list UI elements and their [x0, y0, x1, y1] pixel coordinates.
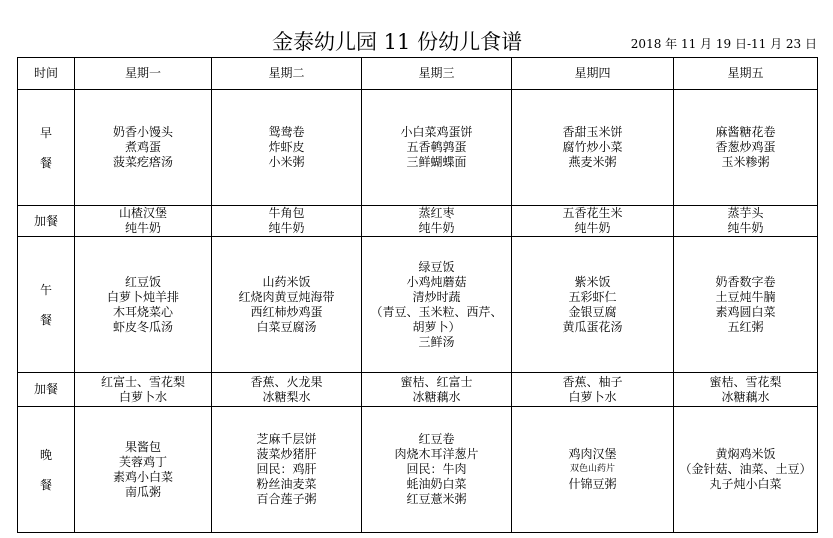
- header-wednesday: 星期三: [362, 58, 512, 90]
- dish-item: 白菜豆腐汤: [256, 319, 317, 334]
- menu-cell: [512, 90, 674, 206]
- dish-item: 果酱包: [124, 439, 161, 454]
- menu-cell: [75, 206, 212, 237]
- dish-item: 红豆卷: [418, 432, 455, 446]
- dish-item: 红富士、雪花梨: [100, 374, 185, 389]
- dish-item: 五香鹌鹑蛋: [406, 140, 467, 154]
- dish-item: 牛角包: [268, 206, 305, 220]
- meal-label-text: 餐: [39, 477, 52, 492]
- meal-label-morning-snack: [18, 206, 75, 237]
- dish-item: 小米粥: [268, 155, 305, 169]
- dish-item: 纯牛奶: [727, 221, 764, 235]
- dish-item: 木耳烧菜心: [112, 304, 173, 319]
- dish-item: 粉丝油麦菜: [256, 477, 317, 491]
- dish-item: 蒸芋头: [727, 206, 764, 220]
- dish-item: 纯牛奶: [418, 221, 455, 235]
- menu-cell: [212, 373, 362, 407]
- header-monday: 星期一: [75, 58, 212, 90]
- menu-cell: [75, 90, 212, 206]
- menu-cell: [674, 373, 818, 407]
- menu-cell: [212, 237, 362, 373]
- menu-cell: [362, 373, 512, 407]
- meal-row-lunch: [18, 237, 818, 373]
- header-row: [18, 58, 818, 90]
- dish-item: 白萝卜炖羊排: [106, 289, 179, 304]
- menu-cell: [674, 237, 818, 373]
- meal-row-breakfast: [18, 90, 818, 206]
- menu-cell: [512, 407, 674, 533]
- dish-item: 蜜桔、红富士: [400, 374, 473, 389]
- dish-item: 黄焖鸡米饭: [715, 447, 776, 461]
- header-thursday: 星期四: [512, 58, 674, 90]
- menu-cell: [75, 237, 212, 373]
- dish-item: 山楂汉堡: [118, 206, 167, 220]
- menu-cell: [212, 90, 362, 206]
- dish-item: 燕麦米粥: [568, 155, 617, 169]
- dish-item: 奶香数字卷: [715, 274, 776, 289]
- menu-cell: [512, 373, 674, 407]
- dish-item: 回民：鸡肝: [256, 462, 317, 476]
- dish-item: 清炒时蔬: [412, 289, 461, 304]
- dish-item: 小鸡炖蘑菇: [406, 274, 467, 289]
- dish-item: 芙蓉鸡丁: [118, 454, 167, 469]
- dish-item: 土豆炖牛腩: [715, 289, 776, 304]
- dish-item: 素鸡小白菜: [112, 469, 173, 484]
- meal-label-text: 加餐: [33, 382, 58, 396]
- dish-item: 虾皮冬瓜汤: [112, 319, 173, 334]
- dish-item: 胡萝卜）: [412, 319, 461, 334]
- dish-item: 玉米糁粥: [721, 155, 770, 169]
- dish-item: 菠菜疙瘩汤: [112, 155, 173, 169]
- meal-label-text: 晚: [39, 447, 52, 462]
- dish-item: 白萝卜水: [568, 389, 617, 404]
- date-range: 2018 年 11 月 19 日-11 月 23 日: [630, 37, 817, 51]
- meal-label-breakfast: [18, 90, 75, 206]
- dish-item: 五彩虾仁: [568, 289, 617, 304]
- dish-item: 五红粥: [727, 319, 764, 334]
- dish-item: 西红柿炒鸡蛋: [250, 304, 323, 319]
- meal-label-text: 午: [39, 282, 52, 297]
- dish-item: 南瓜粥: [124, 484, 161, 499]
- dish-item: 白萝卜水: [118, 389, 167, 404]
- meal-label-text: 早: [39, 125, 52, 140]
- dish-item: 炸虾皮: [268, 140, 305, 154]
- meal-label-text: 加餐: [33, 213, 58, 228]
- dish-item: 腐竹炒小菜: [562, 140, 623, 154]
- menu-cell: [212, 206, 362, 237]
- meal-row-dinner: [18, 407, 818, 533]
- meal-label-text: 餐: [39, 312, 52, 327]
- dish-item: 鸡肉汉堡: [568, 447, 617, 461]
- menu-cell: [674, 90, 818, 206]
- dish-item: 肉烧木耳洋葱片: [394, 447, 479, 461]
- dish-item: 绿豆饭: [418, 259, 455, 274]
- dish-item: 山药米饭: [262, 274, 311, 289]
- meal-label-text: 餐: [39, 155, 52, 170]
- header-friday: 星期五: [674, 58, 818, 90]
- dish-item: 丸子炖小白菜: [709, 477, 782, 491]
- dish-item: 香甜玉米饼: [562, 125, 623, 139]
- dish-item: 三鲜蝴蝶面: [406, 155, 467, 169]
- meal-label-dinner: [18, 407, 75, 533]
- dish-item: 奶香小馒头: [112, 125, 173, 139]
- meal-label-afternoon-snack: [18, 373, 75, 407]
- menu-cell: [212, 407, 362, 533]
- dish-item: 紫米饭: [574, 274, 611, 289]
- menu-cell: [512, 237, 674, 373]
- dish-item: 小白菜鸡蛋饼: [400, 125, 473, 139]
- dish-item: （金针菇、油菜、土豆）: [679, 462, 812, 476]
- dish-item: 五香花生米: [562, 206, 623, 220]
- dish-item: 素鸡圆白菜: [715, 304, 776, 319]
- meal-label-lunch: [18, 237, 75, 373]
- dish-item: 煮鸡蛋: [124, 140, 161, 154]
- dish-item: 黄瓜蛋花汤: [562, 319, 623, 334]
- menu-cell: [362, 407, 512, 533]
- meal-row-morning-snack: [18, 206, 818, 237]
- dish-item: （青豆、玉米粒、西芹、: [370, 304, 503, 319]
- page-title: 金泰幼儿园 11 份幼儿食谱: [272, 30, 523, 54]
- dish-item: 蒸红枣: [418, 206, 455, 220]
- menu-cell: [674, 407, 818, 533]
- dish-item: 红烧肉黄豆炖海带: [238, 289, 335, 304]
- header-tuesday: 星期二: [212, 58, 362, 90]
- dish-item: 蜜桔、雪花梨: [709, 374, 782, 389]
- menu-cell: [362, 90, 512, 206]
- dish-item: 红豆薏米粥: [406, 492, 467, 506]
- dish-item: 纯牛奶: [574, 221, 611, 235]
- header-time: 时间: [18, 58, 75, 90]
- dish-item: 百合莲子粥: [256, 492, 317, 506]
- menu-table: [17, 57, 818, 533]
- dish-item: 双色山药片: [569, 464, 615, 474]
- dish-item: 纯牛奶: [268, 221, 305, 235]
- dish-item: 纯牛奶: [124, 221, 161, 235]
- menu-cell: [362, 206, 512, 237]
- dish-item: 冰糖藕水: [412, 389, 461, 404]
- dish-item: 三鲜汤: [418, 334, 455, 349]
- meal-row-afternoon-snack: [18, 373, 818, 407]
- menu-cell: [512, 206, 674, 237]
- menu-cell: [674, 206, 818, 237]
- menu-cell: [362, 237, 512, 373]
- menu-cell: [75, 407, 212, 533]
- dish-item: 香葱炒鸡蛋: [715, 140, 776, 154]
- dish-item: 冰糖藕水: [721, 389, 770, 404]
- dish-item: 芝麻千层饼: [256, 432, 317, 446]
- dish-item: 冰糖梨水: [262, 389, 311, 404]
- dish-item: 麻酱糖花卷: [715, 125, 776, 139]
- dish-item: 香蕉、柚子: [562, 374, 623, 389]
- dish-item: 红豆饭: [124, 274, 161, 289]
- dish-item: 金银豆腐: [568, 304, 617, 319]
- menu-cell: [75, 373, 212, 407]
- dish-item: 香蕉、火龙果: [250, 374, 323, 389]
- dish-item: 鸳鸯卷: [268, 125, 305, 139]
- dish-item: 蚝油奶白菜: [406, 477, 467, 491]
- dish-item: 菠菜炒猪肝: [256, 447, 317, 461]
- dish-item: 回民：牛肉: [406, 462, 467, 476]
- dish-item: 什锦豆粥: [568, 477, 617, 491]
